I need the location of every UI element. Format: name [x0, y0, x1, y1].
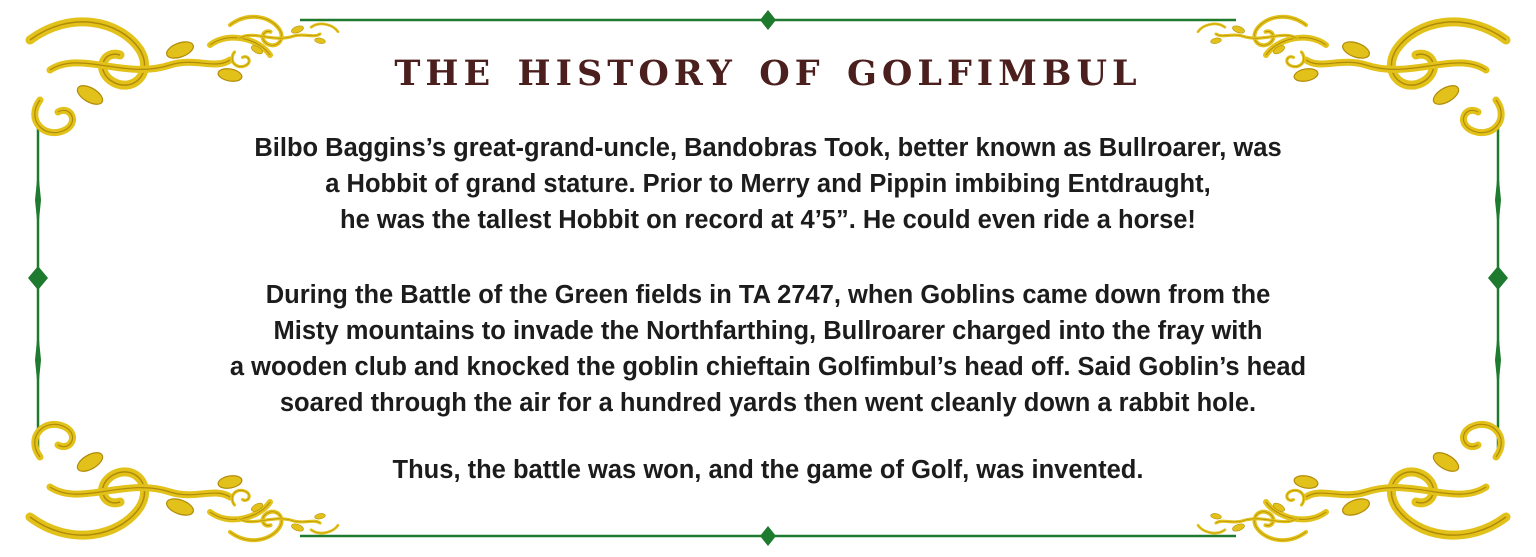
text-line: soared through the air for a hundred yards then went cleanly down a rabbit hole.	[279, 389, 1257, 417]
text-line: a wooden club and knocked the goblin chieftain Golfimbul’s head off. Said Goblin’s head	[229, 353, 1307, 381]
paragraph-battle	[110, 277, 1426, 421]
text-line: Bilbo Baggins’s great-grand-uncle, Bandobras Took, better known as Bullroarer, was	[254, 134, 1282, 162]
text-line: Thus, the battle was won, and the game of Golf, was invented.	[392, 456, 1144, 484]
text-line: he was the tallest Hobbit on record at 4’5”. He could even ride a horse!	[340, 206, 1196, 234]
paragraph-conclusion	[110, 452, 1426, 488]
paragraph-bullroarer	[110, 130, 1426, 238]
text-line: a Hobbit of grand stature. Prior to Merry and Pippin imbibing Entdraught,	[325, 170, 1211, 198]
text-line: During the Battle of the Green fields in TA 2747, when Goblins came down from the	[265, 281, 1271, 309]
page-title: the history of golfimbul	[394, 38, 1142, 97]
text-line: Misty mountains to invade the Northfarthing, Bullroarer charged into the fray with	[273, 317, 1263, 345]
